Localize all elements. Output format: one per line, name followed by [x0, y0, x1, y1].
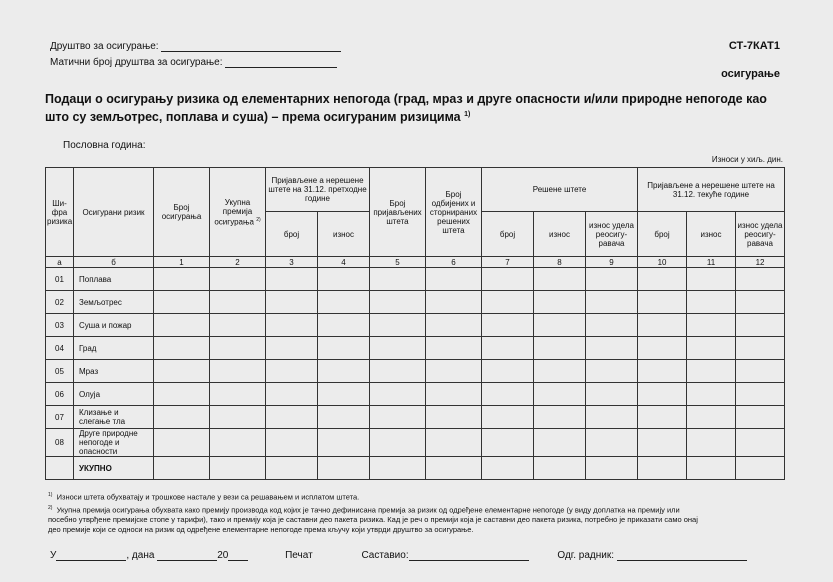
footnote-1: $^{1)}$ Износи штета обухватају и трошкове настале у вези са решавањем и исплатом штета. [48, 492, 360, 502]
value-cell[interactable] [318, 337, 370, 360]
signature-row [50, 549, 790, 561]
year-input-line[interactable] [228, 549, 248, 561]
place-prefix: У [50, 550, 57, 561]
row-risk: Град [74, 337, 154, 360]
row-risk: Олуја [74, 383, 154, 406]
footnote-2-line-2: посебно утврђене премијске стопе у тарифи), тако и премију која је саставни део пакета ризика. Кад је реч о премији која је саставни део пакета ризика, потребно је приказати само онај [48, 515, 698, 524]
regno-label: Матични број друштва за осигурање: [50, 57, 223, 68]
value-cell[interactable] [266, 337, 318, 360]
form-category: осигурање [721, 68, 780, 80]
total-cell[interactable] [370, 457, 426, 480]
total-row [46, 457, 785, 480]
value-cell[interactable] [318, 291, 370, 314]
value-cell[interactable] [638, 360, 687, 383]
value-cell[interactable] [638, 383, 687, 406]
value-cell[interactable] [154, 383, 210, 406]
header-prev-count: број [266, 212, 318, 257]
header-code: Ши-фра ризика [46, 168, 74, 257]
value-cell[interactable] [266, 314, 318, 337]
value-cell[interactable] [426, 291, 482, 314]
value-cell[interactable] [638, 337, 687, 360]
title-footnote-ref: 1) [464, 111, 471, 118]
value-cell[interactable] [370, 360, 426, 383]
row-code: 08 [46, 429, 74, 457]
value-cell[interactable] [638, 406, 687, 429]
officer-input-line[interactable] [617, 549, 747, 561]
compiled-input-line[interactable] [409, 549, 529, 561]
value-cell[interactable] [586, 360, 638, 383]
column-number-row [46, 257, 785, 268]
row-risk: Суша и пожар [74, 314, 154, 337]
value-cell[interactable] [586, 383, 638, 406]
value-cell[interactable] [586, 314, 638, 337]
row-risk: Друге природне непогоде и опасности [74, 429, 154, 457]
header-settled-count: број [482, 212, 534, 257]
value-cell[interactable] [426, 314, 482, 337]
amounts-note: Износи у хиљ. дин. [711, 155, 783, 164]
col-number: 6 [426, 257, 482, 268]
header-risk: Осигурани ризик [74, 168, 154, 257]
header-premium: Укупна премија осигурања $^{2)}$ [210, 168, 266, 257]
value-cell[interactable] [534, 314, 586, 337]
total-cell[interactable] [154, 457, 210, 480]
total-cell[interactable] [426, 457, 482, 480]
value-cell[interactable] [370, 268, 426, 291]
value-cell[interactable] [266, 268, 318, 291]
value-cell[interactable] [687, 291, 736, 314]
value-cell[interactable] [426, 383, 482, 406]
value-cell[interactable] [687, 337, 736, 360]
footnote-2: $^{2)}$ Укупна премија осигурања обухвата како премију производа код којих је тачно дефинисана премија за ризик од одређене елементарне непогоде (у виду доплатка на премију или [48, 505, 680, 515]
value-cell[interactable] [370, 291, 426, 314]
value-cell[interactable] [482, 406, 534, 429]
value-cell[interactable] [687, 268, 736, 291]
row-code: 02 [46, 291, 74, 314]
table-header-row-1 [46, 168, 785, 212]
value-cell[interactable] [370, 429, 426, 457]
value-cell[interactable] [638, 429, 687, 457]
total-cell[interactable] [318, 457, 370, 480]
value-cell[interactable] [736, 383, 785, 406]
regno-input-line[interactable] [225, 56, 337, 68]
value-cell[interactable] [736, 314, 785, 337]
value-cell[interactable] [154, 337, 210, 360]
row-code: 06 [46, 383, 74, 406]
value-cell[interactable] [736, 360, 785, 383]
place-input-line[interactable] [56, 549, 126, 561]
total-cell[interactable] [210, 457, 266, 480]
table-row [46, 268, 785, 291]
value-cell[interactable] [210, 337, 266, 360]
header-settled-reins: износ удела реосигу-равача [586, 212, 638, 257]
company-label: Друштво за осигурање: [50, 41, 159, 52]
col-number: 3 [266, 257, 318, 268]
value-cell[interactable] [736, 406, 785, 429]
value-cell[interactable] [687, 406, 736, 429]
value-cell[interactable] [534, 383, 586, 406]
value-cell[interactable] [266, 383, 318, 406]
value-cell[interactable] [210, 406, 266, 429]
value-cell[interactable] [687, 314, 736, 337]
total-cell[interactable] [687, 457, 736, 480]
value-cell[interactable] [210, 383, 266, 406]
col-number: 7 [482, 257, 534, 268]
date-input-line[interactable] [157, 549, 217, 561]
compiled-label: Саставио: [361, 550, 409, 561]
footnote-2-line-3: део премије који се односи на ризик од одређене елементарне непогоде према кључу који утврди друштво за осигурање. [48, 524, 474, 534]
table-row [46, 360, 785, 383]
value-cell[interactable] [266, 429, 318, 457]
value-cell[interactable] [154, 360, 210, 383]
row-code: 03 [46, 314, 74, 337]
header-rejected: Број одбијених и сторнираних решених штета [426, 168, 482, 257]
value-cell[interactable] [586, 291, 638, 314]
value-cell[interactable] [736, 337, 785, 360]
value-cell[interactable] [370, 383, 426, 406]
value-cell[interactable] [210, 268, 266, 291]
header-curr-reported: Пријављене а нерешене штете на 31.12. текуће године [638, 168, 785, 212]
col-number: 12 [736, 257, 785, 268]
value-cell[interactable] [638, 268, 687, 291]
col-number: 9 [586, 257, 638, 268]
value-cell[interactable] [534, 337, 586, 360]
col-number: 4 [318, 257, 370, 268]
date-label: , дана [126, 550, 155, 561]
value-cell[interactable] [687, 360, 736, 383]
value-cell[interactable] [638, 291, 687, 314]
value-cell[interactable] [266, 360, 318, 383]
value-cell[interactable] [586, 337, 638, 360]
col-number: 1 [154, 257, 210, 268]
value-cell[interactable] [154, 314, 210, 337]
header-policies: Број осигурања [154, 168, 210, 257]
row-risk: Земљотрес [74, 291, 154, 314]
value-cell[interactable] [318, 383, 370, 406]
value-cell[interactable] [687, 383, 736, 406]
value-cell[interactable] [482, 291, 534, 314]
table-row [46, 337, 785, 360]
row-risk: Клизање и слегање тла [74, 406, 154, 429]
value-cell[interactable] [154, 268, 210, 291]
value-cell[interactable] [370, 406, 426, 429]
value-cell[interactable] [534, 360, 586, 383]
officer-label: Одг. радник: [557, 550, 614, 561]
value-cell[interactable] [266, 291, 318, 314]
value-cell[interactable] [210, 314, 266, 337]
premium-footnote-ref: 2) [256, 216, 261, 223]
header-reported: Број пријављених штета [370, 168, 426, 257]
title-line-1: Подаци о осигурању ризика од елементарних непогода (град, мраз и друге опасности и/или природне непогоде као [45, 92, 767, 106]
table-row [46, 291, 785, 314]
value-cell[interactable] [426, 429, 482, 457]
value-cell[interactable] [638, 314, 687, 337]
header-curr-reins: износ удела реосигу-равача [736, 212, 785, 257]
header-prev-amount: износ [318, 212, 370, 257]
value-cell[interactable] [482, 383, 534, 406]
col-number: 8 [534, 257, 586, 268]
regno-field [50, 56, 337, 68]
value-cell[interactable] [318, 429, 370, 457]
row-risk: Мраз [74, 360, 154, 383]
value-cell[interactable] [318, 360, 370, 383]
value-cell[interactable] [370, 314, 426, 337]
page-title [45, 92, 795, 125]
value-cell[interactable] [426, 406, 482, 429]
value-cell[interactable] [482, 268, 534, 291]
value-cell[interactable] [534, 291, 586, 314]
table-row [46, 406, 785, 429]
company-field [50, 40, 341, 52]
col-number: 2 [210, 257, 266, 268]
value-cell[interactable] [318, 314, 370, 337]
row-code: 05 [46, 360, 74, 383]
value-cell[interactable] [687, 429, 736, 457]
value-cell[interactable] [586, 429, 638, 457]
row-risk: Поплава [74, 268, 154, 291]
value-cell[interactable] [154, 406, 210, 429]
table-row [46, 314, 785, 337]
header-settled: Решене штете [482, 168, 638, 212]
value-cell[interactable] [534, 268, 586, 291]
value-cell[interactable] [534, 429, 586, 457]
total-cell[interactable] [586, 457, 638, 480]
col-number: 11 [687, 257, 736, 268]
header-prev-reported: Пријављене а нерешене штете на 31.12. претходне године [266, 168, 370, 212]
row-code: 01 [46, 268, 74, 291]
risk-table [45, 167, 785, 480]
total-code-cell [46, 457, 74, 480]
table-row [46, 429, 785, 457]
value-cell[interactable] [736, 268, 785, 291]
value-cell[interactable] [426, 337, 482, 360]
value-cell[interactable] [318, 268, 370, 291]
table-row [46, 383, 785, 406]
total-cell[interactable] [482, 457, 534, 480]
header-settled-amount: износ [534, 212, 586, 257]
header-curr-count: број [638, 212, 687, 257]
col-number: 5 [370, 257, 426, 268]
total-label: УКУПНО [74, 457, 154, 480]
value-cell[interactable] [482, 337, 534, 360]
form-code: СТ-7КАТ1 [728, 40, 780, 52]
row-code: 04 [46, 337, 74, 360]
business-year-label: Пословна година: [63, 140, 146, 151]
total-cell[interactable] [638, 457, 687, 480]
stamp-label: Печат [285, 550, 313, 561]
value-cell[interactable] [154, 291, 210, 314]
value-cell[interactable] [210, 360, 266, 383]
value-cell[interactable] [210, 429, 266, 457]
total-cell[interactable] [534, 457, 586, 480]
value-cell[interactable] [482, 429, 534, 457]
col-number: 10 [638, 257, 687, 268]
value-cell[interactable] [426, 360, 482, 383]
company-input-line[interactable] [161, 40, 341, 52]
value-cell[interactable] [210, 291, 266, 314]
title-line-2: што су земљотрес, поплава и суша) – према осигураним ризицима $^{1)}$ [45, 110, 471, 125]
value-cell[interactable] [318, 406, 370, 429]
value-cell[interactable] [586, 268, 638, 291]
value-cell[interactable] [736, 429, 785, 457]
row-code: 07 [46, 406, 74, 429]
value-cell[interactable] [482, 360, 534, 383]
header-curr-amount: износ [687, 212, 736, 257]
value-cell[interactable] [266, 406, 318, 429]
value-cell[interactable] [736, 291, 785, 314]
total-cell[interactable] [736, 457, 785, 480]
year-prefix: 20 [217, 550, 229, 561]
value-cell[interactable] [482, 314, 534, 337]
value-cell[interactable] [586, 406, 638, 429]
col-number: б [74, 257, 154, 268]
col-number: а [46, 257, 74, 268]
footnotes [48, 491, 788, 534]
value-cell[interactable] [534, 406, 586, 429]
value-cell[interactable] [370, 337, 426, 360]
total-cell[interactable] [266, 457, 318, 480]
value-cell[interactable] [154, 429, 210, 457]
value-cell[interactable] [426, 268, 482, 291]
